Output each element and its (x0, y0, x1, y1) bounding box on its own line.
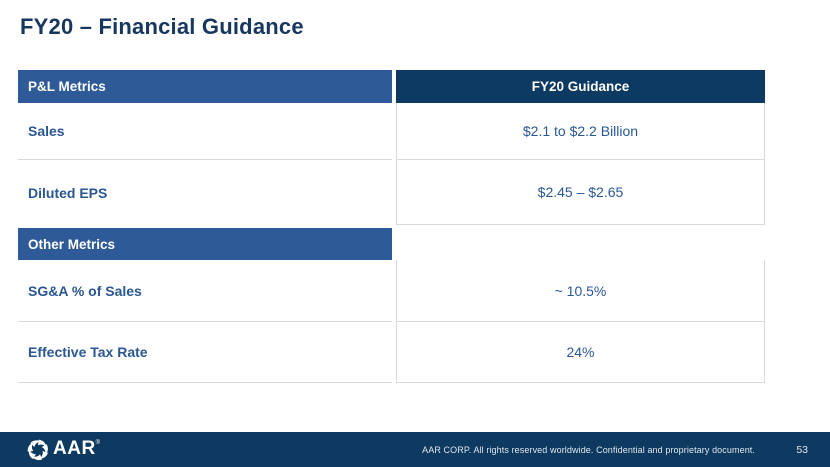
table-header-row (18, 70, 765, 103)
table-row-sales (18, 103, 765, 160)
metric-label-sales: Sales (18, 103, 392, 160)
table-row-effective-tax-rate (18, 322, 765, 383)
table-row-sgna (18, 260, 765, 322)
metric-value-effective-tax-rate: 24% (396, 322, 765, 383)
metric-label-sgna: SG&A % of Sales (18, 260, 392, 322)
table-section-header-row (18, 225, 765, 260)
metric-value-diluted-eps: $2.45 – $2.65 (396, 160, 765, 225)
aar-logo (27, 438, 100, 461)
table-row-diluted-eps (18, 160, 765, 225)
column-header-fy20-guidance: FY20 Guidance (396, 70, 765, 103)
section-header-other-metrics: Other Metrics (18, 228, 392, 260)
metric-value-sales: $2.1 to $2.2 Billion (396, 103, 765, 160)
financial-guidance-table (18, 70, 765, 383)
metric-value-sgna: ~ 10.5% (396, 260, 765, 322)
metric-label-effective-tax-rate: Effective Tax Rate (18, 322, 392, 383)
page-title: FY20 – Financial Guidance (20, 14, 304, 39)
aar-logo-trademark: ® (95, 440, 101, 446)
metric-label-diluted-eps: Diluted EPS (28, 184, 108, 201)
column-header-pl-metrics: P&L Metrics (18, 70, 392, 103)
footer-bar (0, 432, 830, 467)
aar-logo-text: AAR (53, 438, 96, 459)
aar-swirl-icon (27, 438, 49, 461)
copyright-text: AAR CORP. All rights reserved worldwide. Confidential and proprietary document. (422, 444, 755, 455)
page-number: 53 (796, 443, 808, 456)
